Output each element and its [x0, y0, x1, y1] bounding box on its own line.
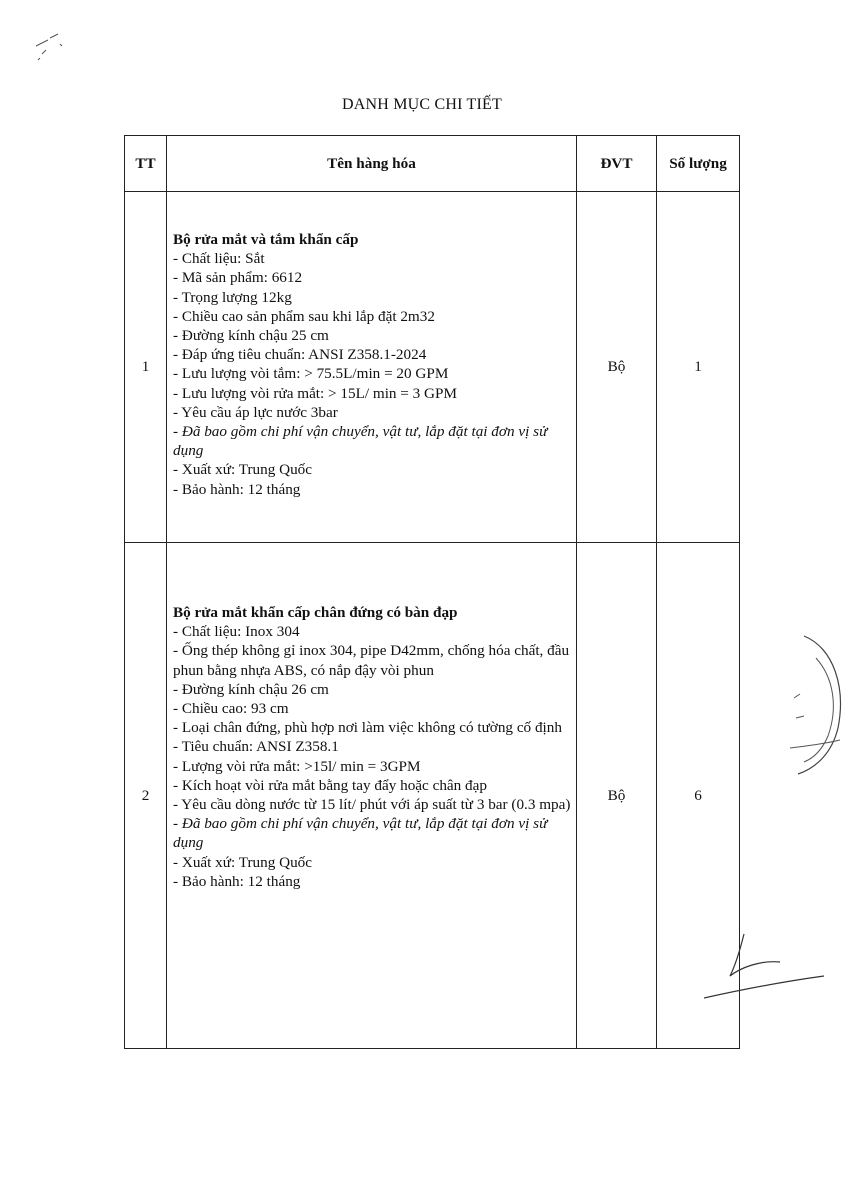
- spec-line: - Chất liệu: Inox 304: [173, 623, 300, 641]
- signature-initial-mark: [700, 930, 830, 1010]
- item-description: [167, 543, 577, 1049]
- spec-line: - Bảo hành: 12 tháng: [173, 872, 301, 890]
- table-row: [125, 543, 740, 1049]
- spec-line: - Xuất xứ: Trung Quốc: [173, 461, 313, 479]
- spec-line: - Trọng lượng 12kg: [173, 288, 292, 306]
- unit-cell: Bộ: [577, 192, 657, 543]
- items-table: [124, 135, 740, 1049]
- spec-line: - Mã sản phẩm: 6612: [173, 269, 303, 287]
- row-index: 1: [125, 192, 167, 543]
- table-row: [125, 192, 740, 543]
- spec-line: - Xuất xứ: Trung Quốc: [173, 853, 313, 871]
- spec-line: - Chất liệu: Sắt: [173, 250, 265, 268]
- spec-line-included-costs: - Đã bao gồm chi phí vận chuyển, vật tư, lắp đặt tại đơn vị sử dụng: [173, 815, 548, 852]
- spec-line: - Lượng vòi rửa mắt: >15l/ min = 3GPM: [173, 757, 421, 775]
- partial-stamp-seal: [754, 628, 844, 778]
- spec-line: - Lưu lượng vòi tắm: > 75.5L/min = 20 GPM: [173, 365, 449, 383]
- spec-line: - Đường kính chậu 25 cm: [173, 327, 329, 345]
- spec-line: - Đường kính chậu 26 cm: [173, 680, 329, 698]
- quantity-cell: 1: [657, 192, 740, 543]
- spec-line: - Yêu cầu áp lực nước 3bar: [173, 403, 338, 421]
- page-title: DANH MỤC CHI TIẾT: [342, 96, 502, 113]
- spec-line: - Ống thép không gỉ inox 304, pipe D42mm, chống hóa chất, đầu phun bằng nhựa ABS, có nắp đậy vòi phun: [173, 642, 570, 679]
- quantity-cell: 6: [657, 543, 740, 1049]
- header-tt: TT: [125, 136, 167, 192]
- product-name: Bộ rửa mắt và tắm khẩn cấp: [173, 231, 359, 248]
- product-name: Bộ rửa mắt khẩn cấp chân đứng có bàn đạp: [173, 604, 458, 621]
- spec-line: - Chiều cao sản phẩm sau khi lắp đặt 2m32: [173, 307, 435, 325]
- spec-line: - Yêu cầu dòng nước từ 15 lít/ phút với áp suất từ 3 bar (0.3 mpa): [173, 796, 571, 814]
- spec-line: - Đáp ứng tiêu chuẩn: ANSI Z358.1-2024: [173, 346, 427, 364]
- spec-line-included-costs: - Đã bao gồm chi phí vận chuyển, vật tư, lắp đặt tại đơn vị sử dụng: [173, 423, 548, 460]
- header-quantity: Số lượng: [657, 136, 740, 192]
- spec-line: - Kích hoạt vòi rửa mắt bằng tay đẩy hoặc chân đạp: [173, 776, 487, 794]
- spec-line: - Loại chân đứng, phù hợp nơi làm việc không có tường cố định: [173, 719, 562, 737]
- row-index: 2: [125, 543, 167, 1049]
- header-name: Tên hàng hóa: [167, 136, 577, 192]
- table-header-row: [125, 136, 740, 192]
- item-description: [167, 192, 577, 543]
- spec-line: - Bảo hành: 12 tháng: [173, 480, 301, 498]
- spec-line: - Chiều cao: 93 cm: [173, 700, 289, 718]
- header-unit: ĐVT: [577, 136, 657, 192]
- spec-line: - Lưu lượng vòi rửa mắt: > 15L/ min = 3 GPM: [173, 384, 457, 402]
- spec-line: - Tiêu chuẩn: ANSI Z358.1: [173, 738, 339, 756]
- unit-cell: Bộ: [577, 543, 657, 1049]
- corner-scribble-mark: [28, 24, 88, 74]
